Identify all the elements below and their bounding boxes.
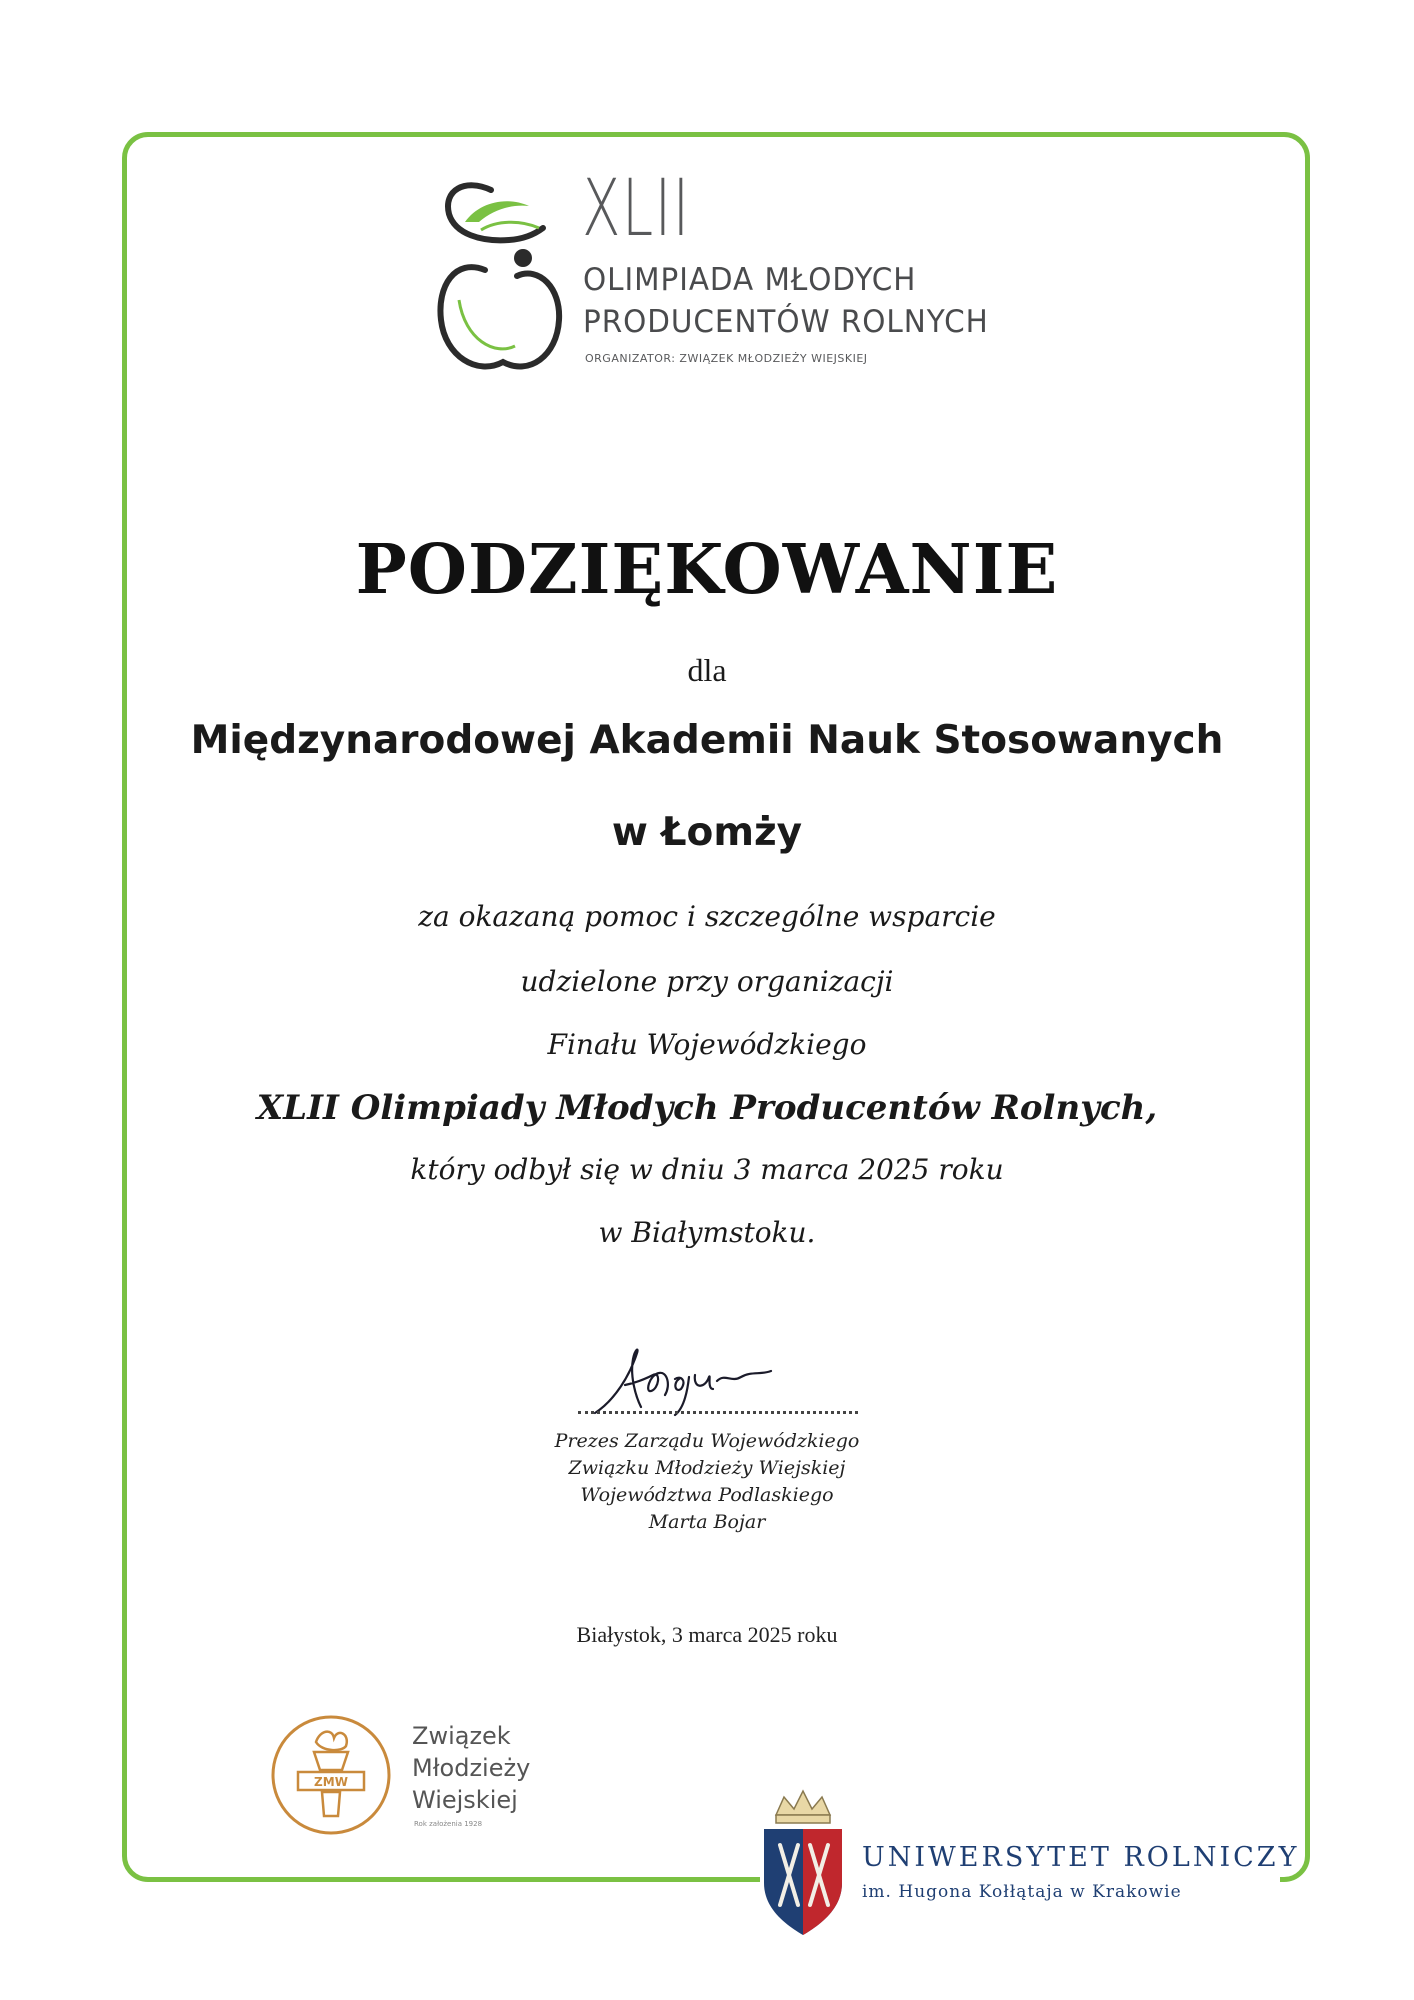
signature-line xyxy=(578,1411,858,1414)
signatory-title-1: Prezes Zarządu Wojewódzkiego xyxy=(554,1430,860,1452)
body-line-6: w Białymstoku. xyxy=(598,1216,816,1249)
recipient-name: Międzynarodowej Akademii Nauk Stosowanych xyxy=(190,718,1224,763)
university-crest-icon xyxy=(758,1785,848,1945)
certificate-title: PODZIĘKOWANIE xyxy=(355,530,1059,610)
signatory-name: Marta Bojar xyxy=(648,1511,766,1533)
olympiad-organizer: ORGANIZATOR: ZWIĄZEK MŁODZIEŻY WIEJSKIEJ xyxy=(585,352,868,365)
body-line-2: udzielone przy organizacji xyxy=(520,965,894,998)
issue-date: Białystok, 3 marca 2025 roku xyxy=(576,1622,838,1647)
olympiad-name-line1: OLIMPIADA MŁODYCH xyxy=(583,262,917,298)
olympiad-number: XLII xyxy=(582,164,691,254)
body-line-3: Finału Wojewódzkiego xyxy=(547,1028,867,1061)
olympiad-name-line2: PRODUCENTÓW ROLNYCH xyxy=(583,304,989,340)
zmw-founded: Rok założenia 1928 xyxy=(414,1820,483,1828)
university-subtitle: im. Hugona Kołłątaja w Krakowie xyxy=(862,1882,1182,1902)
body-line-5: który odbył się w dniu 3 marca 2025 roku xyxy=(410,1153,1004,1186)
signatory-title-2: Związku Młodzieży Wiejskiej xyxy=(568,1457,846,1479)
olympiad-title: XLII Olimpiady Młodych Producentów Rolnych, xyxy=(256,1088,1158,1128)
university-name: UNIWERSYTET ROLNICZY xyxy=(862,1842,1300,1873)
olympiad-logo xyxy=(425,150,1025,380)
signatory-title-3: Województwa Podlaskiego xyxy=(580,1484,834,1506)
apple-logo-icon xyxy=(425,150,575,380)
recipient-location: w Łomży xyxy=(611,810,803,855)
certificate-frame xyxy=(122,132,1310,1882)
handwritten-signature xyxy=(575,1345,785,1420)
svg-text:ZMW: ZMW xyxy=(314,1775,348,1789)
zmw-name-line3: Wiejskiej xyxy=(412,1786,518,1814)
dla-label: dla xyxy=(687,652,727,688)
zmw-name-line1: Związek xyxy=(412,1722,511,1750)
body-line-1: za okazaną pomoc i szczególne wsparcie xyxy=(418,900,996,933)
zmw-name-line2: Młodzieży xyxy=(412,1754,531,1782)
zmw-emblem-icon xyxy=(268,1712,394,1838)
